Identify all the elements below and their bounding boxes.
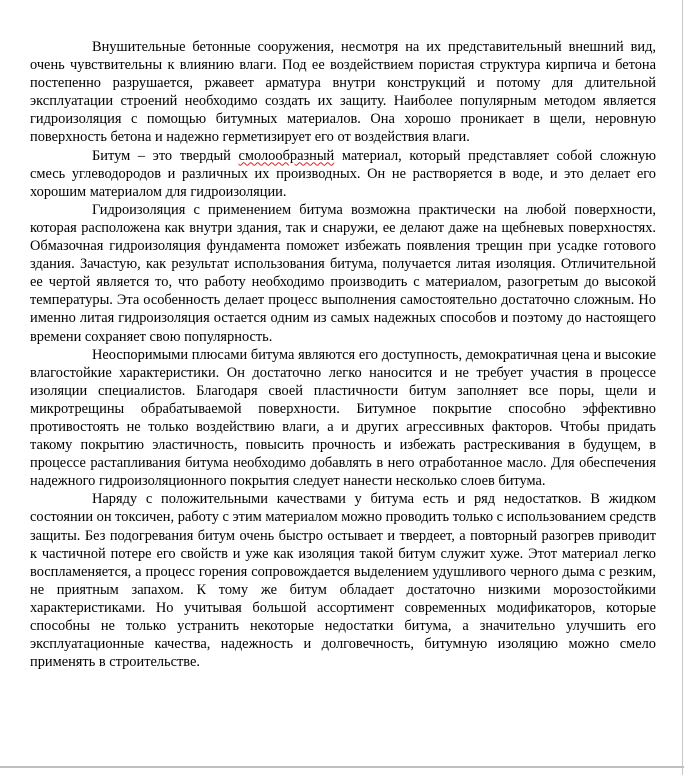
document-body[interactable] xyxy=(30,38,656,671)
paragraph-4: Неоспоримыми плюсами битума являются его доступность, демократичная цена и высокие влагостойкие характеристики. Он достаточно легко наносится и не требует участия в процессе изоляции специалистов. Благодаря своей пластичности битум заполняет все поры, щели и микротрещины обрабатываемой поверхности. Битумное покрытие способно эффективно противостоять не только воздействию влаги, а и других агрессивных факторов. Чтобы придать такому покрытию эластичность, повысить прочность и избежать растрескивания в будущем, в процессе растапливания битума необходимо добавлять в него отработанное масло. Для обеспечения надежного гидроизоляционного покрытия следует нанести несколько слоев битума. xyxy=(30,346,656,490)
spellcheck-flagged-word[interactable]: смолообразный xyxy=(238,147,335,164)
paragraph-2-end: материал, который представляет собой сложную смесь углеводородов и различных их производных. Он не растворяется в воде, и это делает его хорошим материалом для гидроизоляции. xyxy=(30,147,656,200)
paragraph-2 xyxy=(30,147,656,201)
paragraph-5: Наряду с положительными качествами у битума есть и ряд недостатков. В жидком состоянии он токсичен, работу с этим материалом можно проводить только с использованием средств защиты. Без подогревания битум очень быстро остывает и твердеет, а повторный разогрев приводит к частичной потере его свойств и уже как изоляция такой битум служит хуже. Этот материал легко воспламеняется, а процесс горения сопровождается выделением удушливого черного дыма с резким, не приятным запахом. К тому же битум обладает достаточно низкими морозостойкими характеристиками. Но учитывая большой ассортимент современных модификаторов, которые способны не только устранить некоторые недостатки битума, а значительно улучшить его эксплуатационные качества, надежность и долговечность, битумную изоляцию можно смело применять в строительстве. xyxy=(30,491,656,671)
page-bottom-border xyxy=(0,766,684,768)
paragraph-3: Гидроизоляция с применением битума возможна практически на любой поверхности, которая расположена как внутри здания, так и снаружи, ее делают даже на щебневых поверхностях. Обмазочная гидроизоляция фундамента поможет избежать появления трещин при усадке готового здания. Зачастую, как результат использования битума, получается литая изоляция. Отличительной ее чертой является то, что работу необходимо производить с материалом, разогретым до высокой температуры. Эта особенность делает процесс выполнения самостоятельно достаточно сложным. Но именно литая гидроизоляция остается одним из самых надежных способов и поэтому до настоящего времени сохраняет свою популярность. xyxy=(30,201,656,345)
paragraph-1: Внушительные бетонные сооружения, несмотря на их представительный внешний вид, очень чувствительны к влиянию влаги. Под ее воздействием пористая структура кирпича и бетона постепенно разрушается, ржавеет арматура внутри конструкций и потому для длительной эксплуатации строений необходимо создать их защиту. Наиболее популярным методом является гидроизоляция с помощью битумных материалов. Она хорошо проникает в щели, неровную поверхность бетона и надежно герметизирует его от воздействия влаги. xyxy=(30,39,656,146)
page-right-border xyxy=(682,0,683,775)
paragraph-2-start: Битум – это твердый xyxy=(92,147,239,164)
